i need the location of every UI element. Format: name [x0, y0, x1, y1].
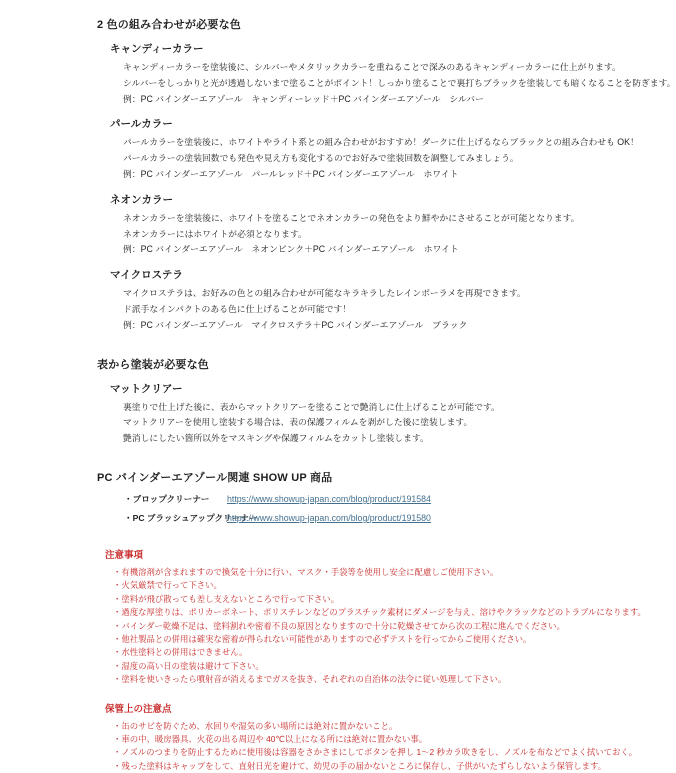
- subsection-title-candy: キャンディーカラー: [110, 43, 204, 55]
- caution-line: ・有機溶剤が含まれますので換気を十分に行い、マスク・手袋等を使用し安全に配慮しご使用下さい。: [113, 566, 499, 577]
- example-line: 例：PC バインダーエアゾール パールレッド＋PC バインダーエアゾール ホワイト: [123, 168, 459, 179]
- caution-line: ・塗料を使いきったら噴射音が消えるまでガスを抜き、それぞれの自治体の法令に従い処理して下さい。: [113, 674, 507, 685]
- body-line: マイクロステラは、お好みの色との組み合わせが可能なキラキラしたレインボーラメを再現できます。: [123, 288, 526, 299]
- storage-line: ・ノズルのつまりを防止するために使用後は容器をさかさまにしてボタンを押し 1～2 秒カラ吹きをし、ノズルを布などでよく拭いておく。: [113, 747, 638, 758]
- storage-notes-block: [97, 701, 638, 773]
- subsection-neon-color: [97, 192, 620, 258]
- product-link[interactable]: https://www.showup-japan.com/blog/product/191584: [227, 493, 431, 504]
- section-title-front-paint: 表から塗装が必要な色: [97, 358, 209, 371]
- caution-line: ・塗料が飛び散っても差し支えないところで行って下さい。: [113, 593, 340, 604]
- product-label: ・ブロップクリーナー: [124, 493, 210, 504]
- caution-line: ・湿度の高い日の塗装は避けて下さい。: [113, 660, 264, 671]
- body-line: ド派手なインパクトのある色に仕上げることが可能です！: [123, 303, 352, 314]
- storage-line: ・車の中、暖房器具、火花の出る周辺や 40℃以上になる所には絶対に置かない事。: [113, 734, 428, 745]
- example-line: 例：PC バインダーエアゾール マイクロステラ＋PC バインダーエアゾール ブラック: [123, 319, 468, 330]
- subsection-candy-color: [97, 41, 676, 107]
- subsection-microstella: [97, 267, 620, 333]
- subsection-title-neon: ネオンカラー: [110, 193, 173, 206]
- body-line: パールカラーを塗装後に、ホワイトやライト系との組み合わせがおすすめ！ダークに仕上げるならブラックとの組み合わせも OK！: [123, 137, 639, 148]
- body-line: シルバーをしっかりと光が透過しないまで塗ることがポイント！しっかり塗ることで裏打ちブラックを塗装しても暗くなることを防ぎます。: [123, 77, 676, 88]
- caution-line: ・火気厳禁で行って下さい。: [113, 580, 222, 591]
- product-item-brushup-cleaner: [124, 512, 620, 524]
- product-link[interactable]: https://www.showup-japan.com/blog/product/191580: [227, 512, 431, 523]
- subsection-title-matt-clear: マットクリアー: [110, 382, 183, 395]
- storage-line: ・残った塗料はキャップをして、直射日光を避けて、幼児の手の届かないところに保存し、子供がいたずらしないよう保管します。: [113, 760, 607, 771]
- body-line: 裏塗りで仕上げた後に、表からマットクリアーを塗ることで艶消しに仕上げることが可能です。: [123, 401, 500, 412]
- subsection-matt-clear: [97, 381, 620, 447]
- body-line: ネオンカラーを塗装後に、ホワイトを塗ることでネオンカラーの発色をより鮮やかにさせることが可能となります。: [123, 212, 580, 223]
- subsection-title-pearl: パールカラー: [110, 118, 173, 131]
- caution-line: ・過度な厚塗りは、ポリカーボネート、ポリスチレンなどのプラスチック素材にダメージを与え、溶けやクラックなどのトラブルになります。: [113, 607, 646, 618]
- product-item-blop-cleaner: [124, 493, 620, 505]
- caution-line: ・水性塗料との併用はできません。: [113, 647, 248, 658]
- example-line: 例：PC バインダーエアゾール ネオンピンク＋PC バインダーエアゾール ホワイト: [123, 244, 459, 255]
- product-label: ・PC ブラッシュアップクリーナー: [124, 512, 258, 523]
- body-line: マットクリアーを使用し塗装する場合は、表の保護フィルムを剥がした後に塗装します。: [123, 417, 473, 428]
- example-line: 例：PC バインダーエアゾール キャンディーレッド＋PC バインダーエアゾール シルバー: [123, 93, 484, 104]
- subsection-title-microstella: マイクロステラ: [110, 269, 183, 282]
- cautions-block: [97, 547, 646, 687]
- body-line: ネオンカラーにはホワイトが必須となります。: [123, 228, 307, 239]
- section-title-two-color-combos: 2 色の組み合わせが必要な色: [97, 19, 241, 31]
- body-line: 艶消しにしたい箇所以外をマスキングや保護フィルムをカットし塗装します。: [123, 433, 429, 444]
- caution-line: ・他社製品との併用は確実な密着が得られない可能性がありますので必ずテストを行ってからご使用ください。: [113, 633, 532, 644]
- cautions-title: 注意事項: [105, 549, 144, 561]
- subsection-pearl-color: [97, 116, 639, 182]
- body-line: キャンディーカラーを塗装後に、シルバーやメタリックカラーを重ねることで深みのあるキャンディーカラーに仕上がります。: [123, 62, 621, 72]
- section-title-related-products: PC バインダーエアゾール関連 SHOW UP 商品: [97, 471, 333, 484]
- storage-line: ・缶のサビを防ぐため、水回りや湿気の多い場所には絶対に置かないこと。: [113, 720, 398, 731]
- storage-notes-title: 保管上の注意点: [105, 703, 172, 715]
- body-line: パールカラーの塗装回数でも発色や見え方も変化するのでお好みで塗装回数を調整してみましょう。: [123, 153, 519, 164]
- caution-line: ・バインダー乾燥不足は、塗料割れや密着不良の原因となりますので十分に乾燥させてから次の工程に進んでください。: [113, 620, 565, 631]
